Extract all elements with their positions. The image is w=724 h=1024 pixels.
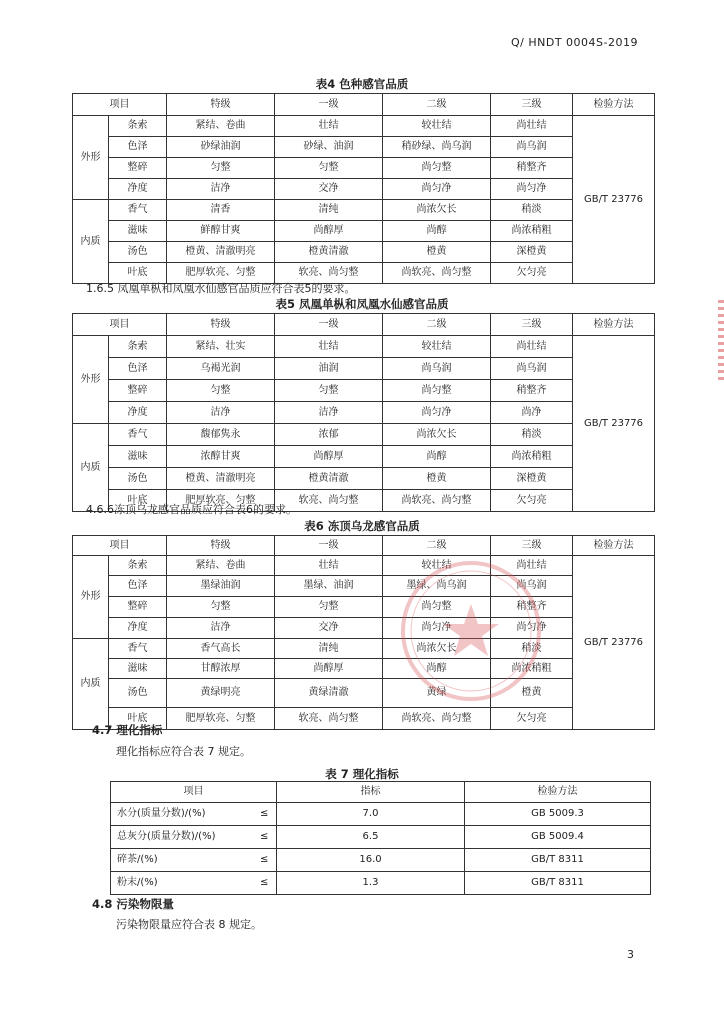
cell: 清纯 <box>275 200 383 221</box>
table-row <box>73 380 655 402</box>
header-grade-3: 三级 <box>491 314 573 336</box>
row-label: 汤色 <box>109 242 167 263</box>
row-label: 色泽 <box>109 358 167 380</box>
cell: 橙黄 <box>383 468 491 490</box>
row-label: 香气 <box>109 200 167 221</box>
table-row <box>73 424 655 446</box>
value-cell: 1.3 <box>277 872 465 895</box>
cell: 紧结、卷曲 <box>167 116 275 137</box>
cell: 较壮结 <box>383 116 491 137</box>
cell: 尚软亮、尚匀整 <box>383 490 491 512</box>
table-row <box>73 179 655 200</box>
cell: 尚醇 <box>383 221 491 242</box>
cell: 尚浓欠长 <box>383 200 491 221</box>
cell: 乌褐光润 <box>167 358 275 380</box>
table4-caption: 表4 色种感官品质 <box>315 77 409 91</box>
header-method: 检验方法 <box>573 94 655 116</box>
header-grade-1: 一级 <box>275 536 383 556</box>
cell: 尚醇厚 <box>275 446 383 468</box>
table-row <box>73 221 655 242</box>
row-label: 香气 <box>109 639 167 659</box>
header-grade-special: 特级 <box>167 314 275 336</box>
method-cell: GB/T 23776 <box>573 116 655 284</box>
cell: 尚乌润 <box>383 358 491 380</box>
cell: 橙黄清澈 <box>275 468 383 490</box>
cell: 肥厚软亮、匀整 <box>167 708 275 730</box>
cell: 尚醇厚 <box>275 659 383 679</box>
cell: 砂绿油润 <box>167 137 275 158</box>
group-appearance: 外形 <box>73 556 109 639</box>
table-row <box>73 576 655 597</box>
cell: 砂绿、油润 <box>275 137 383 158</box>
header-grade-1: 一级 <box>275 94 383 116</box>
cell: 稍整齐 <box>491 158 573 179</box>
cell: 较壮结 <box>383 556 491 576</box>
row-label: 条索 <box>109 336 167 358</box>
cell: 黄绿明亮 <box>167 679 275 708</box>
header-grade-3: 三级 <box>491 94 573 116</box>
cell: 橙黄清澈 <box>275 242 383 263</box>
cell: 尚匀净 <box>383 618 491 639</box>
cell: 较壮结 <box>383 336 491 358</box>
cell: 墨绿、油润 <box>275 576 383 597</box>
table-row <box>73 402 655 424</box>
cell: 洁净 <box>167 179 275 200</box>
cell: 稍淡 <box>491 200 573 221</box>
row-label: 色泽 <box>109 137 167 158</box>
page-number: 3 <box>627 948 634 961</box>
row-label: 滋味 <box>109 446 167 468</box>
table-row <box>73 158 655 179</box>
header-grade-2: 二级 <box>383 536 491 556</box>
table-row <box>111 872 651 895</box>
company-seal-stamp <box>396 556 546 706</box>
table5-caption: 表5 凤凰单枞和凤凰水仙感官品质 <box>275 297 449 311</box>
header-grade-2: 二级 <box>383 94 491 116</box>
cell: 匀整 <box>167 380 275 402</box>
cell: 稍砂绿、尚乌润 <box>383 137 491 158</box>
table-row <box>111 803 651 826</box>
table-row <box>73 468 655 490</box>
cell: 尚浓稍粗 <box>491 446 573 468</box>
row-label: 净度 <box>109 402 167 424</box>
cell: 尚浓欠长 <box>383 424 491 446</box>
section-4-8-title: 4.8 污染物限量 <box>92 897 174 911</box>
cell: 油润 <box>275 358 383 380</box>
cell: 尚净 <box>491 402 573 424</box>
cell: 黄绿清澈 <box>275 679 383 708</box>
table5 <box>72 313 655 512</box>
header-grade-special: 特级 <box>167 536 275 556</box>
cell: 匀整 <box>275 380 383 402</box>
cell: 紧结、壮实 <box>167 336 275 358</box>
cell: 鲜醇甘爽 <box>167 221 275 242</box>
table-row <box>73 556 655 576</box>
cell: 尚醇厚 <box>275 221 383 242</box>
comparator: ≤ <box>253 849 277 872</box>
cell: 浓郁 <box>275 424 383 446</box>
cell: 尚醇 <box>383 659 491 679</box>
cell: 匀整 <box>167 597 275 618</box>
group-inner-quality: 内质 <box>73 639 109 730</box>
group-inner-quality: 内质 <box>73 200 109 284</box>
cell: 匀整 <box>167 158 275 179</box>
table-row <box>73 116 655 137</box>
value-cell: 6.5 <box>277 826 465 849</box>
cell: 壮结 <box>275 116 383 137</box>
header-grade-2: 二级 <box>383 314 491 336</box>
cell: 尚浓稍粗 <box>491 221 573 242</box>
table6 <box>72 535 655 730</box>
row-label: 汤色 <box>109 468 167 490</box>
item-moisture: 水分(质量分数)/(%) <box>111 803 253 826</box>
header-grade-1: 一级 <box>275 314 383 336</box>
cell: 香气高长 <box>167 639 275 659</box>
header-grade-special: 特级 <box>167 94 275 116</box>
table-row <box>73 679 655 708</box>
cell: 洁净 <box>275 402 383 424</box>
header-item: 项目 <box>73 314 167 336</box>
cell: 紧结、卷曲 <box>167 556 275 576</box>
table5-header-row <box>73 314 655 336</box>
cell: 尚软亮、尚匀整 <box>383 263 491 284</box>
cell: 尚匀整 <box>383 158 491 179</box>
cell: 稍整齐 <box>491 597 573 618</box>
cell: 清纯 <box>275 639 383 659</box>
cell: 浓醇甘爽 <box>167 446 275 468</box>
cell: 软亮、尚匀整 <box>275 708 383 730</box>
table7-caption: 表 7 理化指标 <box>325 767 399 781</box>
table-row <box>73 200 655 221</box>
table-row <box>73 659 655 679</box>
cell: 黄绿 <box>383 679 491 708</box>
header-item: 项目 <box>73 94 167 116</box>
row-label: 条索 <box>109 116 167 137</box>
paragraph-4-6-5: 1.6.5 凤凰单枞和凤凰水仙感官品质应符合表5的要求。 <box>86 282 356 295</box>
cell: 橙黄 <box>491 679 573 708</box>
cell: 尚乌润 <box>491 137 573 158</box>
cell: 尚浓稍粗 <box>491 659 573 679</box>
header-grade-3: 三级 <box>491 536 573 556</box>
row-label: 汤色 <box>109 679 167 708</box>
group-appearance: 外形 <box>73 116 109 200</box>
table7-header-row <box>111 782 651 803</box>
row-label: 叶底 <box>109 263 167 284</box>
method-cell: GB 5009.4 <box>465 826 651 849</box>
cell: 尚匀净 <box>383 402 491 424</box>
cell: 肥厚软亮、匀整 <box>167 490 275 512</box>
method-cell: GB/T 23776 <box>573 336 655 512</box>
row-label: 滋味 <box>109 221 167 242</box>
table-row <box>73 618 655 639</box>
cell: 尚匀净 <box>491 179 573 200</box>
cell: 欠匀亮 <box>491 490 573 512</box>
table-row <box>111 849 651 872</box>
table-row <box>73 446 655 468</box>
row-label: 色泽 <box>109 576 167 597</box>
cell: 壮结 <box>275 556 383 576</box>
header-method: 检验方法 <box>465 782 651 803</box>
item-broken-tea: 碎茶/(%) <box>111 849 253 872</box>
cell: 匀整 <box>275 597 383 618</box>
section-4-8-text: 污染物限量应符合表 8 规定。 <box>116 918 262 931</box>
method-cell: GB/T 8311 <box>465 872 651 895</box>
cell: 肥厚软亮、匀整 <box>167 263 275 284</box>
row-label: 香气 <box>109 424 167 446</box>
header-method: 检验方法 <box>573 536 655 556</box>
cell: 欠匀亮 <box>491 708 573 730</box>
header-item: 项目 <box>73 536 167 556</box>
row-label: 整碎 <box>109 597 167 618</box>
table-row <box>73 597 655 618</box>
cell: 橙黄、清澈明亮 <box>167 468 275 490</box>
cell: 尚醇 <box>383 446 491 468</box>
cell: 尚乌润 <box>491 358 573 380</box>
paragraph-4-6-6: 4.6.6冻顶乌龙感官品质应符合表6的要求。 <box>86 503 297 516</box>
cell: 尚匀净 <box>491 618 573 639</box>
cell: 尚匀整 <box>383 597 491 618</box>
cell: 交净 <box>275 179 383 200</box>
cell: 匀整 <box>275 158 383 179</box>
table6-caption: 表6 冻顶乌龙感官品质 <box>304 519 420 533</box>
document-id: Q/ HNDT 0004S-2019 <box>511 36 638 49</box>
cell: 稍整齐 <box>491 380 573 402</box>
table-row <box>73 242 655 263</box>
row-label: 净度 <box>109 179 167 200</box>
cell: 尚壮结 <box>491 116 573 137</box>
comparator: ≤ <box>253 872 277 895</box>
table-row <box>73 336 655 358</box>
comparator: ≤ <box>253 803 277 826</box>
table-row <box>73 639 655 659</box>
row-label: 叶底 <box>109 490 167 512</box>
cell: 尚浓欠长 <box>383 639 491 659</box>
row-label: 条索 <box>109 556 167 576</box>
section-4-7-text: 理化指标应符合表 7 规定。 <box>116 745 251 758</box>
cell: 欠匀亮 <box>491 263 573 284</box>
cell: 墨绿、尚乌润 <box>383 576 491 597</box>
table-row <box>73 137 655 158</box>
comparator: ≤ <box>253 826 277 849</box>
cell: 深橙黄 <box>491 242 573 263</box>
table6-header-row <box>73 536 655 556</box>
item-total-ash: 总灰分(质量分数)/(%) <box>111 826 253 849</box>
header-index: 指标 <box>277 782 465 803</box>
table7 <box>110 781 651 895</box>
cell: 稍淡 <box>491 639 573 659</box>
group-appearance: 外形 <box>73 336 109 424</box>
row-label: 滋味 <box>109 659 167 679</box>
cell: 壮结 <box>275 336 383 358</box>
cell: 墨绿油润 <box>167 576 275 597</box>
cell: 尚乌润 <box>491 576 573 597</box>
cell: 稍淡 <box>491 424 573 446</box>
page-edge-mark <box>718 300 724 380</box>
row-label: 叶底 <box>109 708 167 730</box>
section-4-7-title: 4.7 理化指标 <box>92 723 163 737</box>
cell: 尚壮结 <box>491 556 573 576</box>
header-item: 项目 <box>111 782 277 803</box>
table4 <box>72 93 655 284</box>
row-label: 整碎 <box>109 158 167 179</box>
cell: 甘醇浓厚 <box>167 659 275 679</box>
table4-header-row <box>73 94 655 116</box>
cell: 软亮、尚匀整 <box>275 263 383 284</box>
method-cell: GB/T 8311 <box>465 849 651 872</box>
cell: 软亮、尚匀整 <box>275 490 383 512</box>
value-cell: 7.0 <box>277 803 465 826</box>
cell: 洁净 <box>167 618 275 639</box>
cell: 尚匀整 <box>383 380 491 402</box>
row-label: 净度 <box>109 618 167 639</box>
cell: 尚壮结 <box>491 336 573 358</box>
table-row <box>73 358 655 380</box>
cell: 清香 <box>167 200 275 221</box>
cell: 洁净 <box>167 402 275 424</box>
cell: 尚匀净 <box>383 179 491 200</box>
method-cell: GB 5009.3 <box>465 803 651 826</box>
table-row <box>111 826 651 849</box>
row-label: 整碎 <box>109 380 167 402</box>
cell: 交净 <box>275 618 383 639</box>
group-inner-quality: 内质 <box>73 424 109 512</box>
header-method: 检验方法 <box>573 314 655 336</box>
cell: 尚软亮、尚匀整 <box>383 708 491 730</box>
value-cell: 16.0 <box>277 849 465 872</box>
cell: 橙黄 <box>383 242 491 263</box>
cell: 深橙黄 <box>491 468 573 490</box>
cell: 橙黄、清澈明亮 <box>167 242 275 263</box>
method-cell: GB/T 23776 <box>573 556 655 730</box>
item-powder: 粉末/(%) <box>111 872 253 895</box>
cell: 馥郁隽永 <box>167 424 275 446</box>
